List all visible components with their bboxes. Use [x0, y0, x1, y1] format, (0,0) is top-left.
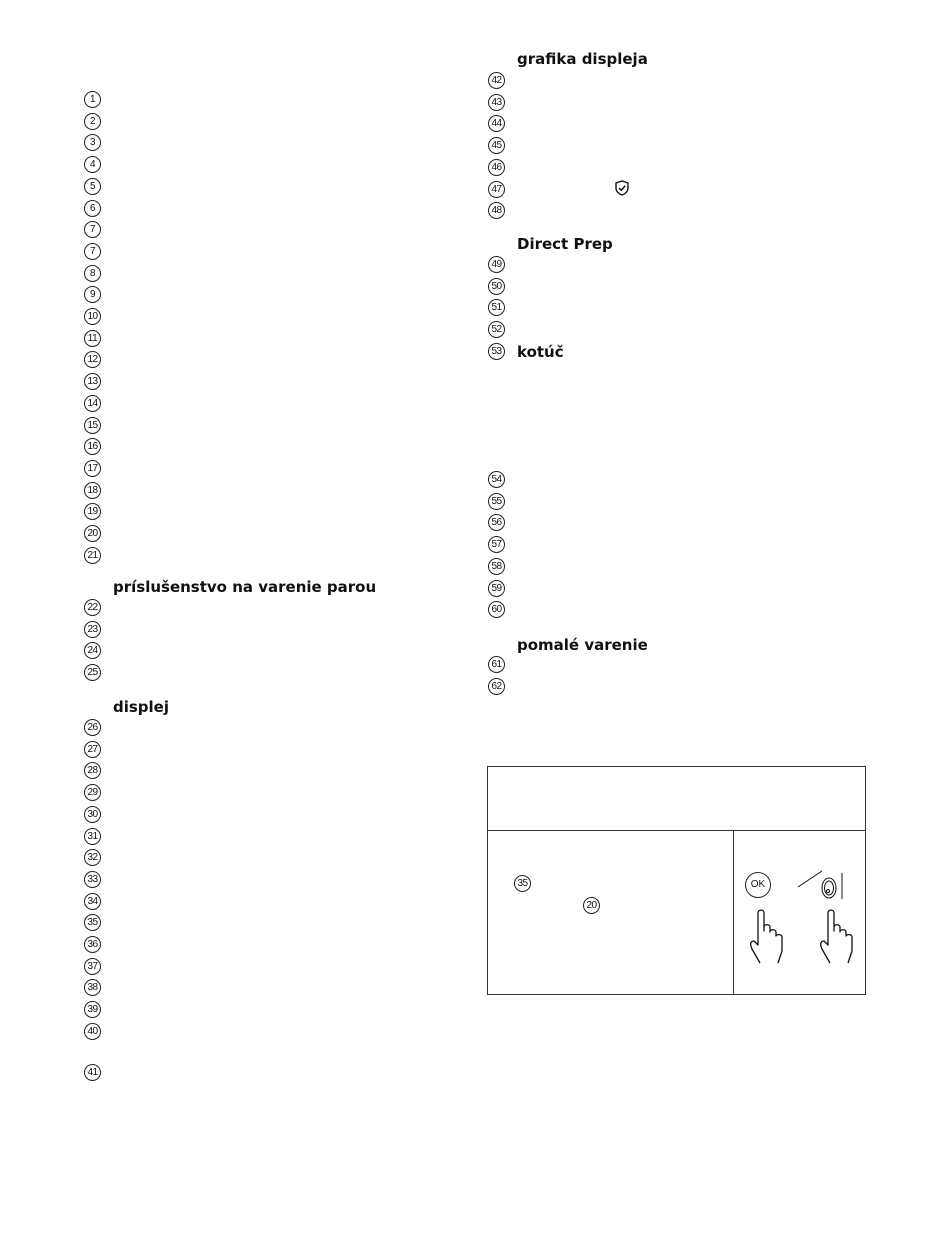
direct-prep-marker-51: 51	[488, 299, 505, 316]
display-marker-31: 31	[84, 828, 101, 845]
component-marker-5: 5	[84, 178, 101, 195]
box-divider-horizontal	[488, 830, 865, 831]
display-marker-30: 30	[84, 806, 101, 823]
dial-marker-53: 53	[488, 343, 505, 360]
display-marker-28: 28	[84, 762, 101, 779]
display-marker-27: 27	[84, 741, 101, 758]
shield-check-icon	[615, 180, 629, 196]
component-marker-7: 7	[84, 243, 101, 260]
component-marker-13: 13	[84, 373, 101, 390]
graphics-marker-48: 48	[488, 202, 505, 219]
component-marker-4: 4	[84, 156, 101, 173]
reference-marker-20: 20	[583, 897, 600, 914]
ok-button-illustration: OK	[745, 872, 771, 898]
graphics-marker-47: 47	[488, 181, 505, 198]
display-marker-32: 32	[84, 849, 101, 866]
component-marker-11: 11	[84, 330, 101, 347]
component-marker-15: 15	[84, 417, 101, 434]
dial-marker-60: 60	[488, 601, 505, 618]
slow-marker-61: 61	[488, 656, 505, 673]
component-marker-14: 14	[84, 395, 101, 412]
component-marker-3: 3	[84, 134, 101, 151]
rotary-knob-icon	[796, 867, 846, 903]
dial-marker-55: 55	[488, 493, 505, 510]
graphics-marker-42: 42	[488, 72, 505, 89]
direct-prep-marker-49: 49	[488, 256, 505, 273]
display-marker-38: 38	[84, 979, 101, 996]
dial-marker-56: 56	[488, 514, 505, 531]
slow-marker-62: 62	[488, 678, 505, 695]
component-marker-6: 6	[84, 200, 101, 217]
dial-heading: kotúč	[517, 343, 564, 361]
display-graphics-heading: grafika displeja	[517, 50, 648, 68]
component-marker-16: 16	[84, 438, 101, 455]
steam-marker-25: 25	[84, 664, 101, 681]
component-marker-7: 7	[84, 221, 101, 238]
graphics-marker-45: 45	[488, 137, 505, 154]
direct-prep-marker-52: 52	[488, 321, 505, 338]
display-marker-39: 39	[84, 1001, 101, 1018]
component-marker-21: 21	[84, 547, 101, 564]
component-marker-9: 9	[84, 286, 101, 303]
display-marker-40: 40	[84, 1023, 101, 1040]
component-marker-1: 1	[84, 91, 101, 108]
display-marker-29: 29	[84, 784, 101, 801]
hand-pointer-icon	[816, 907, 856, 965]
dial-marker-57: 57	[488, 536, 505, 553]
component-marker-8: 8	[84, 265, 101, 282]
steam-accessories-heading: príslušenstvo na varenie parou	[113, 578, 377, 596]
steam-marker-24: 24	[84, 642, 101, 659]
steam-marker-22: 22	[84, 599, 101, 616]
slow-cooking-heading: pomalé varenie	[517, 636, 648, 654]
display-marker-37: 37	[84, 958, 101, 975]
reference-marker-35: 35	[514, 875, 531, 892]
component-marker-17: 17	[84, 460, 101, 477]
dial-marker-54: 54	[488, 471, 505, 488]
display-heading: displej	[113, 698, 170, 716]
info-box	[487, 766, 866, 995]
display-marker-34: 34	[84, 893, 101, 910]
component-marker-41: 41	[84, 1064, 101, 1081]
box-divider-vertical	[733, 830, 734, 994]
right-column	[475, 0, 950, 1244]
display-marker-35: 35	[84, 914, 101, 931]
graphics-marker-43: 43	[488, 94, 505, 111]
component-marker-20: 20	[84, 525, 101, 542]
direct-prep-heading: Direct Prep	[517, 235, 613, 253]
graphics-marker-46: 46	[488, 159, 505, 176]
component-marker-18: 18	[84, 482, 101, 499]
component-marker-12: 12	[84, 351, 101, 368]
display-marker-36: 36	[84, 936, 101, 953]
steam-marker-23: 23	[84, 621, 101, 638]
dial-marker-58: 58	[488, 558, 505, 575]
direct-prep-marker-50: 50	[488, 278, 505, 295]
component-marker-2: 2	[84, 113, 101, 130]
graphics-marker-44: 44	[488, 115, 505, 132]
hand-pointer-icon	[746, 907, 786, 965]
dial-marker-59: 59	[488, 580, 505, 597]
component-marker-10: 10	[84, 308, 101, 325]
component-marker-19: 19	[84, 503, 101, 520]
display-marker-33: 33	[84, 871, 101, 888]
display-marker-26: 26	[84, 719, 101, 736]
